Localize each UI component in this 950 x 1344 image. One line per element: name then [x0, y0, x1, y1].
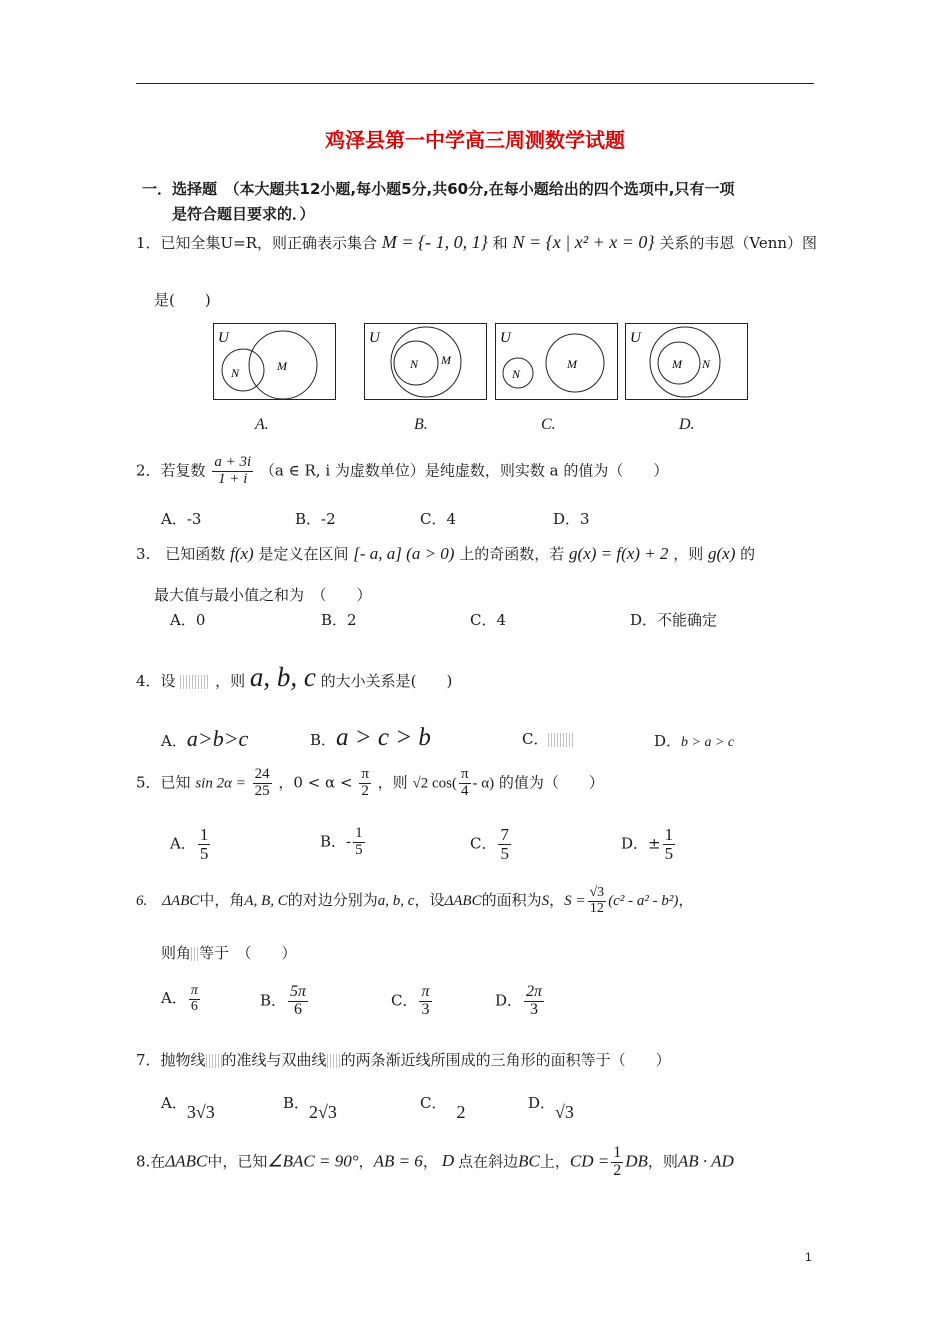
svg-text:M: M [672, 357, 682, 371]
svg-text:U: U [630, 330, 641, 346]
q7-option-b[interactable] [283, 1092, 337, 1122]
q6-option-c-label: C． [391, 991, 418, 1010]
q5-f3-den: 4 [460, 782, 469, 799]
q7-garbled-hyperbola [327, 1054, 341, 1068]
question-5 [136, 767, 604, 800]
q5-sin: sin 2α = [195, 775, 246, 792]
q4-suffix: 的大小关系是( ) [320, 672, 453, 690]
q2-option-b[interactable]: B．-2 [295, 510, 336, 528]
venn-label-b: B. [414, 416, 428, 433]
q6-option-b-num: 5π [290, 983, 307, 1000]
q7-option-d[interactable] [528, 1092, 574, 1122]
q7-option-c-math: 2 [456, 1102, 466, 1122]
q6-f-den: 12 [589, 900, 604, 916]
q4-mid: ，则 [215, 672, 246, 690]
q5-f2-den: 2 [361, 782, 369, 799]
q6-option-d-den: 3 [530, 1000, 539, 1018]
q5-option-b-den: 5 [355, 841, 363, 858]
q5-option-d[interactable] [621, 826, 677, 863]
q7-prefix: 7．抛物线 [136, 1051, 206, 1069]
q6-t4: 的面积为 [481, 891, 542, 910]
q7-option-c[interactable] [420, 1092, 466, 1122]
q8-db: DB [625, 1151, 648, 1171]
q4-option-b-math: a > c > b [336, 724, 431, 751]
page-title: 鸡泽县第一中学高三周测数学试题 [325, 128, 625, 152]
q5-option-b[interactable] [320, 826, 367, 859]
question-2 [136, 455, 668, 488]
q8-t1: 中，已知 [207, 1152, 268, 1171]
q5-option-b-sign: - [346, 832, 352, 851]
question-7 [136, 1049, 671, 1070]
q6-t2: 的对边分别为 [287, 891, 378, 910]
q1-set-m: M = {- 1, 0, 1} [381, 232, 488, 252]
q3-gx-def: g(x) = f(x) + 2 [569, 544, 669, 563]
q6-option-d[interactable] [495, 984, 546, 1019]
q7-option-b-math: 2√3 [309, 1102, 337, 1122]
q8-fraction [611, 1145, 623, 1180]
q5-option-d-num: 1 [664, 825, 674, 844]
svg-text:U: U [369, 330, 380, 346]
q6-f-num: √3 [589, 885, 605, 900]
q2-prefix: 2．若复数 [136, 461, 206, 480]
q6-option-d-num: 2π [526, 983, 543, 1000]
q7-option-a[interactable] [161, 1092, 215, 1122]
svg-text:M: M [567, 357, 577, 371]
q4-option-a-label: A． [161, 732, 187, 750]
q5-option-c[interactable] [470, 826, 513, 863]
q6-option-c-frac [419, 984, 431, 1019]
section-heading-cont: 是符合题目要求的．） [172, 205, 315, 223]
q3-interval: [- a, a] (a > 0) [353, 544, 455, 563]
q6-expr: (c² - a² - b²) [608, 893, 679, 910]
q4-option-d-math: b > a > c [681, 735, 735, 750]
q4-option-a-math: a>b>c [186, 726, 249, 751]
q3-gx: g(x) [708, 544, 736, 563]
q5-option-d-sign: ± [648, 834, 661, 853]
q5-option-a-frac [198, 826, 211, 863]
q5-f1-den: 25 [254, 782, 270, 799]
q4-option-b[interactable] [310, 724, 431, 752]
page-number: 1 [805, 1250, 812, 1264]
q3-option-c[interactable]: C．4 [470, 611, 507, 629]
q3-text-4: ，则 [673, 545, 704, 563]
q5-prefix: 5．已知 [136, 773, 191, 792]
q5-option-b-num: 1 [355, 825, 363, 841]
q2-condition: （a ∈ R, i 为虚数单位）是纯虚数，则实数 a 的值为（ ） [259, 461, 669, 480]
q8-bc: BC [518, 1151, 540, 1171]
q6-option-c-den: 3 [421, 1000, 430, 1018]
q6-angles: A, B, C [244, 893, 288, 910]
svg-text:N: N [702, 357, 711, 371]
q5-option-c-den: 5 [500, 843, 509, 863]
q7-mid: 的准线与双曲线 [221, 1051, 327, 1069]
q4-option-a[interactable] [161, 726, 248, 752]
q4-option-c-garbled [548, 733, 574, 747]
q4-option-d-label: D． [654, 732, 682, 750]
q6-option-b-frac [288, 984, 308, 1019]
q6-prefix: 6. ΔABC [136, 893, 200, 910]
q6-option-b-den: 6 [294, 1000, 303, 1018]
venn-diagram-b [364, 323, 487, 400]
svg-text:N: N [231, 366, 240, 380]
q8-t4: 点在斜边 [458, 1152, 519, 1171]
q6-t5: ， [549, 891, 565, 910]
q5-option-d-frac [663, 826, 676, 863]
q6-option-a-num: π [190, 983, 198, 998]
svg-text:U: U [500, 330, 511, 346]
q6-option-b-label: B． [260, 991, 287, 1010]
q5-option-b-label: B． [320, 832, 347, 851]
q5-option-b-frac [353, 826, 365, 859]
q8-dot-product: AB · AD [677, 1151, 734, 1171]
q5-option-c-label: C． [470, 834, 497, 853]
header-rule [136, 83, 814, 84]
q5-f1-num: 24 [254, 766, 270, 782]
q1-and: 和 [492, 234, 508, 252]
venn-diagram-c [495, 323, 618, 400]
q3-option-d[interactable]: D．不能确定 [630, 611, 718, 629]
q5-option-a[interactable] [170, 826, 212, 863]
q5-option-c-frac [498, 826, 511, 863]
q6-option-a[interactable] [161, 984, 202, 1014]
q3-text-3: 上的奇函数，若 [459, 545, 565, 563]
q6-tri: ΔABC [444, 893, 482, 910]
q8-d: D [441, 1151, 455, 1171]
q5-fraction-2 [359, 767, 371, 800]
q8-f-num: 1 [613, 1144, 622, 1161]
q3-text-5: 的 [740, 545, 756, 563]
svg-text:N: N [512, 367, 521, 381]
q6-sides: a, b, c [377, 893, 415, 910]
q7-option-a-math: 3√3 [186, 1102, 215, 1122]
q3-option-a[interactable]: A．0 [170, 611, 206, 629]
q7-option-b-label: B． [283, 1094, 310, 1112]
q6-option-d-frac [524, 984, 544, 1019]
q5-expr2: - α) [472, 775, 495, 792]
section-heading: 一．选择题 （本大题共12小题,每小题5分,共60分,在每小题给出的四个选项中,只有一项 [142, 180, 735, 198]
q5-option-d-label: D． [621, 834, 649, 853]
q5-option-d-den: 5 [664, 843, 674, 863]
q5-expr: √2 cos( [412, 775, 457, 792]
question-4 [136, 662, 452, 693]
venn-diagram-a [213, 323, 336, 400]
q4-garbled-formula [180, 675, 210, 689]
q5-then: ，则 [377, 773, 408, 792]
q8-t6: ，则 [647, 1152, 678, 1171]
q5-fraction-3 [459, 767, 471, 800]
q6-s2: S = [564, 893, 586, 910]
q7-option-a-label: A． [161, 1094, 187, 1112]
q6-fraction [588, 886, 607, 916]
q6-option-c[interactable] [391, 984, 434, 1019]
q8-t5: 上， [539, 1152, 570, 1171]
q5-fraction-1 [253, 767, 272, 800]
q2-numerator: a + 3i [214, 454, 252, 470]
q6-option-a-label: A． [161, 989, 187, 1008]
question-6 [136, 886, 693, 916]
q6-line2b-text: 等于 （ ） [199, 944, 297, 962]
q1-prefix: 1．已知全集U=R，则正确表示集合 [136, 234, 378, 252]
q6-option-a-den: 6 [190, 998, 198, 1014]
q6-t3: ，设 [414, 891, 445, 910]
q8-t3: ， [422, 1152, 438, 1171]
q6-option-b[interactable] [260, 984, 310, 1019]
q3-text-1: 3. 已知函数 [136, 545, 226, 563]
q5-f3-num: π [460, 766, 469, 782]
q8-ab: AB = 6 [373, 1151, 423, 1171]
q8-angle: ∠BAC = 90° [267, 1151, 359, 1171]
q4-vars: a, b, c [249, 662, 316, 692]
q1-line2: 是( ) [154, 291, 211, 309]
q2-denominator: 1 + i [218, 470, 248, 487]
venn-label-c: C. [541, 416, 556, 433]
q6-option-d-label: D． [495, 991, 523, 1010]
q4-prefix: 4．设 [136, 672, 176, 690]
q5-suffix: 的值为（ ） [498, 773, 604, 792]
venn-label-a: A. [255, 416, 269, 433]
q6-line2-text: 则角 [161, 944, 192, 962]
q6-option-c-num: π [421, 983, 430, 1000]
q7-suffix: 的两条渐近线所围成的三角形的面积等于（ ） [340, 1051, 671, 1069]
q8-prefix: 8.在 [136, 1152, 166, 1171]
q7-option-c-label: C． [420, 1094, 447, 1112]
venn-label-d: D. [679, 416, 695, 433]
venn-diagram-d [625, 323, 748, 400]
q7-option-d-label: D． [528, 1094, 556, 1112]
q3-option-b[interactable]: B．2 [321, 611, 357, 629]
q7-option-d-math: √3 [555, 1102, 574, 1122]
q2-option-d[interactable]: D．3 [553, 510, 590, 528]
q8-cd: CD = [569, 1151, 610, 1171]
q4-option-d[interactable] [654, 730, 734, 751]
svg-text:M: M [441, 353, 451, 367]
q3-fx: f(x) [230, 544, 254, 563]
q4-option-c-label: C． [522, 730, 549, 748]
q2-option-c[interactable]: C．4 [420, 510, 457, 528]
q4-option-b-label: B． [310, 731, 337, 749]
q6-s: S [541, 893, 550, 910]
q7-garbled-parabola [206, 1054, 222, 1068]
q3-text-2: 是定义在区间 [258, 545, 349, 563]
q2-option-a[interactable]: A．-3 [161, 510, 202, 528]
svg-text:U: U [218, 330, 229, 346]
svg-text:M: M [277, 359, 287, 373]
q3-line2: 最大值与最小值之和为 （ ） [154, 586, 372, 604]
q5-option-a-label: A． [170, 834, 196, 853]
q8-f-den: 2 [613, 1161, 622, 1179]
svg-text:N: N [410, 357, 419, 371]
q5-cond: ，0 < α < [278, 773, 353, 792]
q1-set-n: N = {x | x² + x = 0} [512, 232, 655, 252]
q8-tri: ΔABC [165, 1151, 208, 1171]
q5-f2-num: π [361, 766, 369, 782]
question-3 [136, 543, 755, 564]
q1-suffix: 关系的韦恩（Venn）图 [659, 234, 818, 252]
question-8 [136, 1145, 734, 1180]
q6-t1: 中，角 [199, 891, 245, 910]
q6-option-a-frac [189, 984, 200, 1014]
q4-option-c[interactable] [522, 728, 574, 749]
q6-t6: ， [678, 891, 694, 910]
q6-garbled-angle [191, 947, 199, 961]
q8-t2: ， [358, 1152, 374, 1171]
q6-line2 [161, 942, 297, 963]
question-1 [136, 232, 817, 253]
q2-fraction [212, 455, 253, 488]
q5-option-a-den: 5 [199, 843, 209, 863]
q5-option-a-num: 1 [199, 825, 209, 844]
q5-option-c-num: 7 [500, 825, 509, 844]
